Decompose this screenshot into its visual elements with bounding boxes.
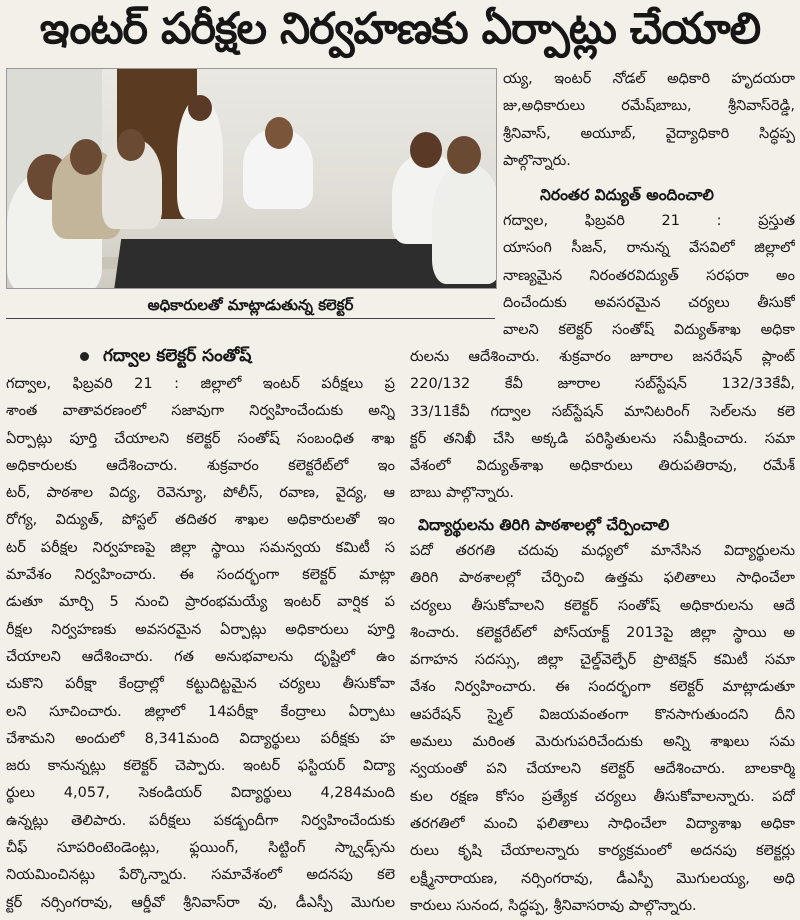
text-line: రీక్షల నిర్వహణకు అవసరమైన ఏర్పాట్లు అధికారులు పూర్తి <box>6 621 395 638</box>
text-line: క్టర్ నర్సింగరావు, ఆర్డీవో శ్రీనివాస్‌రా వు, డీఎస్పీ మొగుల <box>6 894 395 911</box>
byline <box>80 343 440 369</box>
text-line: వేశంలో విద్యుత్‌శాఖ అధికారులు తిరుపతిరావు, రమేశ్ <box>410 458 795 475</box>
text-line: శించారు. కలెక్టరేట్‌లో పోస్‌యాక్ట్ 2013పై జిల్లా స్థాయి అ <box>410 624 795 641</box>
text-line: చర్యలు తీసుకోవాలని కలెక్టర్ సంతోష్ అధికారులను ఆదే <box>410 597 795 614</box>
text-line: 33/11కేవీ గద్వాల సబ్‌స్టేషన్ మానిటరింగ్ సెల్‌లను కలె <box>410 403 795 420</box>
text-line: కారులు సునంద, సిద్ధప్ప, శ్రీనివాసరావు పాల్గొన్నారు. <box>410 897 697 914</box>
text-line: ఉన్నట్లు తెలిపారు. పరీక్షలు పకడ్బందీగా నిర్వహించేందుకు <box>6 812 395 829</box>
text-line: వాలని కలెక్టర్ సంతోష్ విద్యుత్‌శాఖ అధికా <box>503 322 795 339</box>
text-line: టర్, పాఠశాల విద్య, రెవెన్యూ, పోలీస్, రవాణ, వైద్య, ఆ <box>6 485 395 502</box>
text-line: చేశామని అందులో 8,341మంది విద్యార్థులు పరీక్షకు హ <box>6 730 395 747</box>
text-line: శాంత వాతావరణంలో సజావుగా నిర్వహించేందుకు అన్ని <box>6 403 395 420</box>
article1-body <box>6 371 395 917</box>
text-line: పాల్గొన్నారు. <box>503 152 571 169</box>
text-line: వేశం నిర్వహించారు. ఈ సందర్భంగా కలెక్టర్ మాట్లాడుతూ <box>410 679 795 696</box>
text-line: గద్వాల, ఫిబ్రవరి 21 : జిల్లాలో ఇంటర్ పరీక్షలు ప్ర <box>6 376 395 392</box>
headline: ఇంటర్ పరీక్షల నిర్వహణకు ఏర్పాట్లు చేయాలి <box>39 4 761 54</box>
text-line: నాణ్యమైన నిరంతరవిద్యుత్ సరఫరా అం <box>503 267 795 284</box>
text-line: ర్థులు 4,057, సెకండియర్ విద్యార్థులు 4,284మంది <box>6 785 395 802</box>
article1-continuation <box>503 66 795 175</box>
text-line: చేయాలని ఆదేశించారు. గత అనుభవాలను దృష్టిలో ఉం <box>6 648 395 665</box>
text-line: న్వయంతో పని చేయాలని కలెక్టర్ ఆదేశించారు. బాలకార్మి <box>410 761 795 778</box>
text-line: దించేందుకు అవసరమైన చర్యలు తీసుకో <box>503 294 795 311</box>
text-line: 220/132 కేవీ జూరాల సబ్‌స్టేషన్ 132/33కేవీ, <box>410 376 795 393</box>
text-line: రులను ఆదేశించారు. శుక్రవారం జూరాల జనరేషన్ ప్లాంట్ <box>410 349 795 365</box>
meeting-photo <box>6 68 497 289</box>
text-line: జరు కానున్నట్లు కలెక్టర్ చెప్పారు. ఇంటర్ ఫస్టియర్ విద్యా <box>6 758 395 775</box>
text-line: యాసంగి సీజన్, రానున్న వేసవిలో జిల్లాలో <box>503 240 795 257</box>
text-line: అధికారులకు ఆదేశించారు. శుక్రవారం కలెక్టరేట్‌లో ఇం <box>6 457 395 474</box>
text-line: లని సూచించారు. జిల్లాలో 14పరీక్షా కేంద్రాలు ఏర్పాటు <box>6 703 395 720</box>
text-line: వగాహన సదస్సు, జిల్లా చైల్డ్‌వెల్ఫేర్ ప్రొటెక్షన్ కమిటీ సమా <box>410 652 795 669</box>
subhead-students: విద్యార్థులను తిరిగి పాఠశాలల్లో చేర్పించాలి <box>418 516 670 534</box>
bullet-icon <box>80 352 89 361</box>
byline-text: గద్వాల కలెక్టర్ సంతోష్ <box>103 346 252 366</box>
photo-caption: అధికారులతో మాట్లాడుతున్న కలెక్టర్ <box>6 292 495 319</box>
text-line: చుకొని పరీక్షా కేంద్రాల్లో కట్టుదిట్టమైన చర్యలు తీసుకోవా <box>6 676 395 693</box>
article2-wide <box>410 344 795 508</box>
subhead-power: నిరంతర విద్యుత్ అందించాలి <box>540 186 714 204</box>
text-line: క్టర్ తనిఖీ చేసి అక్కడి పరిస్థితులను సమీక్షించారు. సమా <box>410 430 795 447</box>
text-line: అమలు మరింత మెరుగుపరిచేందుకు అన్ని శాఖలు సమ <box>410 734 795 751</box>
text-line: య్య, ఇంటర్ నోడల్ అధికారి హృదయరా <box>503 71 795 87</box>
text-line: నియమించినట్లు పేర్కొన్నారు. సమావేశంలో అదనపు కలె <box>6 867 395 884</box>
text-line: డుతూ మార్చి 5 నుంచి ప్రారంభమయ్యే ఇంటర్ వార్షిక ప <box>6 594 395 611</box>
text-line: మావేశం నిర్వహించారు. ఈ సందర్భంగా కలెక్టర్ మాట్లా <box>6 567 395 584</box>
text-line: ఆపరేషన్ స్మైల్ విజయవంతంగా కొనసాగుతుందని దీని <box>410 706 795 723</box>
article3-body <box>410 538 795 920</box>
text-line: పదో తరగతి చదువు మధ్యలో మానేసిన విద్యార్థులను <box>410 543 795 559</box>
text-line: గద్వాల, ఫిబ్రవరి 21 : ప్రస్తుత <box>503 213 795 229</box>
text-line: శ్రీనివాస్, అయూబ్, వైద్యాధికారి సిద్ధప్ప <box>503 125 795 142</box>
text-line: రోగ్య, విద్యుత్, పోస్టల్ తదితర శాఖల అధికారులతో ఇం <box>6 512 395 529</box>
text-line: రులు కృషి చేయాలన్నారు కార్యక్రమంలో అదనపు కలెక్టర్లు <box>410 843 795 860</box>
text-line: జు,అధికారులు రమేష్‌బాబు, శ్రీనివాస్‌రెడ్డి, <box>503 98 795 115</box>
text-line: లక్ష్మీనారాయణ, నర్సింగరావు, డీఎస్పీ మొగులయ్య, అధి <box>410 870 795 887</box>
text-line: చీఫ్ సూపరింటెండెంట్లు, ఫ్లయింగ్, సిట్టింగ్ స్క్వాడ్స్‌ను <box>6 840 395 857</box>
text-line: తరగతిలో మంచి ఫలితాలు సాధించేలా విద్యాశాఖ అధికా <box>410 815 795 832</box>
text-line: బాబు పాల్గొన్నారు. <box>410 485 514 502</box>
text-line: టర్ పరీక్షల నిర్వహణపై జిల్లా స్థాయి సమన్వయ కమిటీ స <box>6 539 395 556</box>
article2-narrow <box>503 208 795 344</box>
text-line: కుల రక్షణ కోసం ప్రత్యేక చర్యలు తీసుకోవాలన్నారు. పదో <box>410 788 795 805</box>
text-line: ఏర్పాట్లు పూర్తి చేయాలని కలెక్టర్ సంతోష్ సంబంధిత శాఖ <box>6 430 395 447</box>
text-line: తిరిగి పాఠశాలల్లో చేర్పించి ఉత్తమ ఫలితాలు సాధించేలా <box>410 570 795 587</box>
